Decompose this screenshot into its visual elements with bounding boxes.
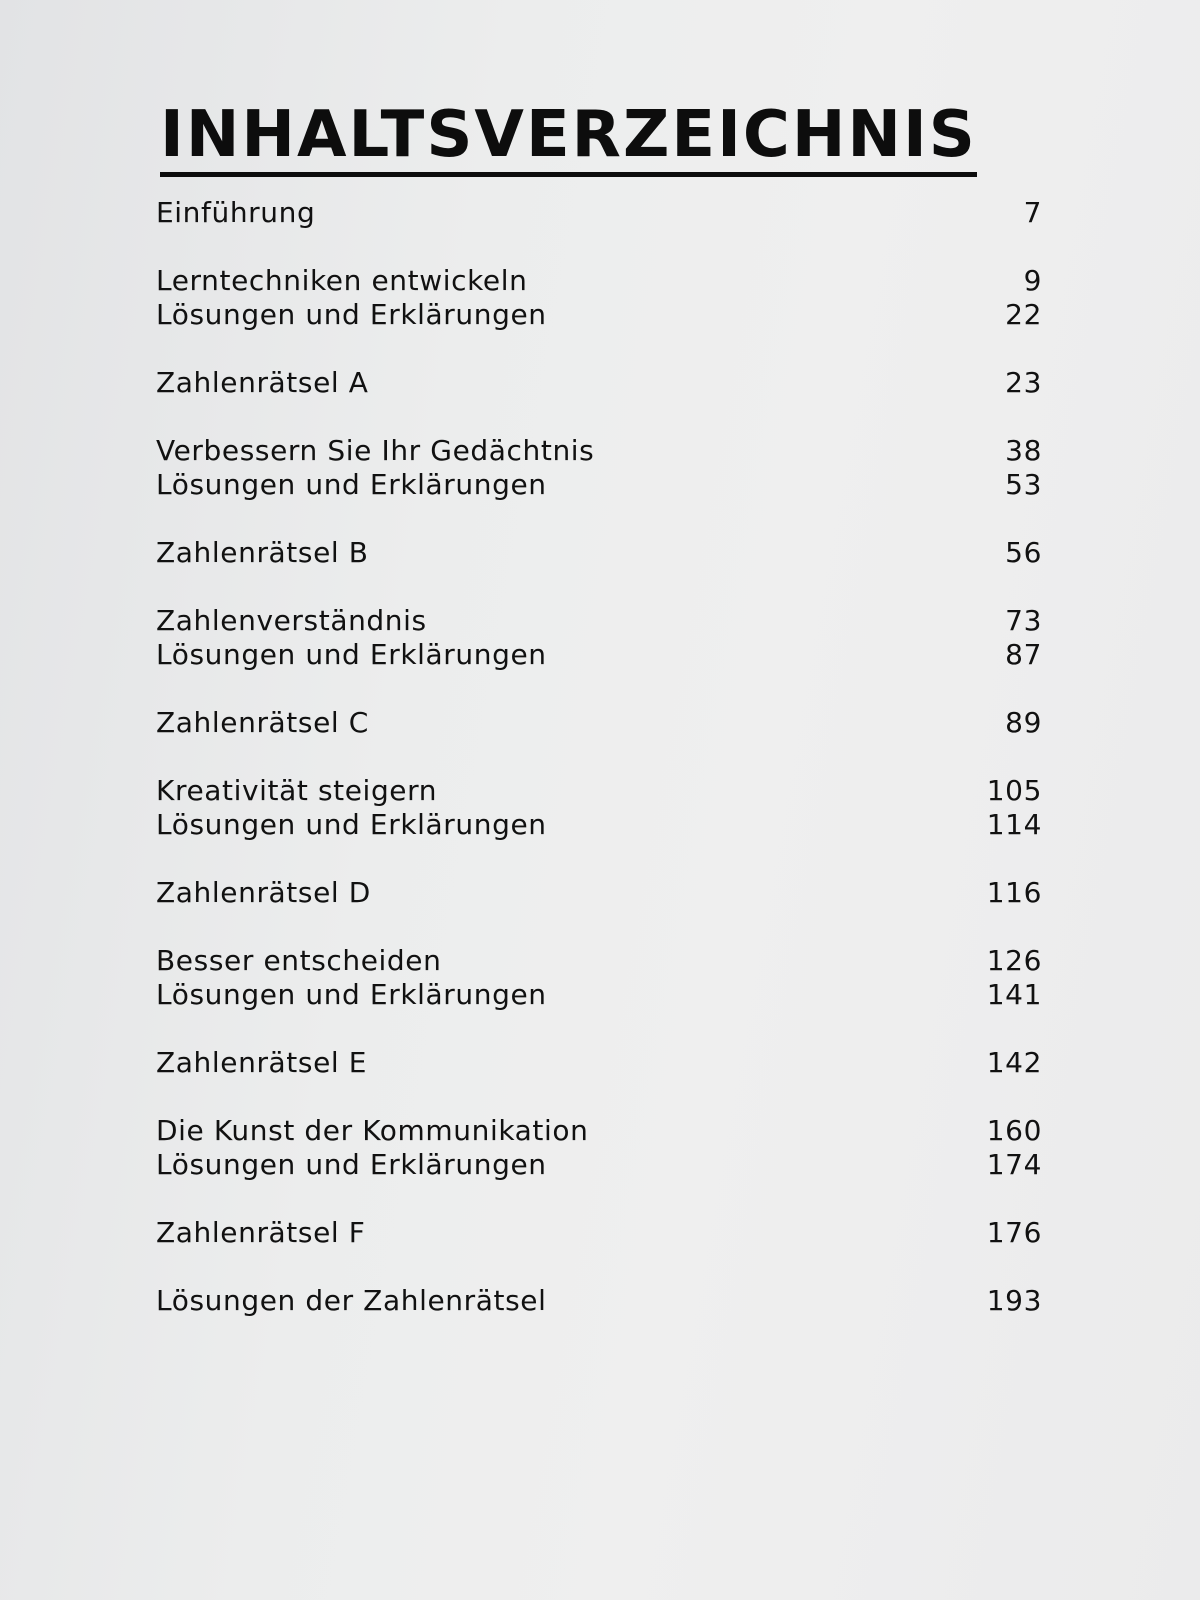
toc-group: [156, 1216, 1042, 1250]
toc-group: [156, 774, 1042, 842]
toc-entry: [156, 264, 1042, 298]
toc-entry-page-number: 126: [986, 944, 1042, 977]
toc-group: [156, 434, 1042, 502]
toc-entry-page-number: 160: [986, 1114, 1042, 1147]
toc-entry: [156, 876, 1042, 910]
toc-entry-page-number: 23: [1005, 366, 1042, 399]
toc-group: [156, 1114, 1042, 1182]
toc-entry: [156, 774, 1042, 808]
toc-entry-title: Lerntechniken entwickeln: [156, 264, 528, 297]
toc-group: [156, 536, 1042, 570]
toc-entry: [156, 434, 1042, 468]
toc-entry: [156, 1148, 1042, 1182]
toc-entry: [156, 978, 1042, 1012]
toc-entry-title: Lösungen und Erklärungen: [156, 468, 547, 501]
toc-entry-page-number: 9: [1023, 264, 1042, 297]
toc-entry-title: Zahlenrätsel A: [156, 366, 369, 399]
toc-entry: [156, 1284, 1042, 1318]
table-of-contents: [156, 196, 1042, 1352]
toc-entry-page-number: 176: [986, 1216, 1042, 1249]
toc-group: [156, 366, 1042, 400]
toc-entry-title: Lösungen der Zahlenrätsel: [156, 1284, 547, 1317]
toc-entry-page-number: 116: [986, 876, 1042, 909]
toc-entry: [156, 468, 1042, 502]
toc-entry-title: Lösungen und Erklärungen: [156, 978, 547, 1011]
toc-entry-title: Zahlenrätsel D: [156, 876, 371, 909]
toc-group: [156, 1284, 1042, 1318]
toc-entry-title: Lösungen und Erklärungen: [156, 1148, 547, 1181]
toc-entry-title: Lösungen und Erklärungen: [156, 638, 547, 671]
toc-entry-page-number: 105: [986, 774, 1042, 807]
toc-entry: [156, 1046, 1042, 1080]
toc-group: [156, 944, 1042, 1012]
toc-entry-page-number: 193: [986, 1284, 1042, 1317]
toc-entry: [156, 808, 1042, 842]
toc-entry: [156, 536, 1042, 570]
toc-entry-page-number: 56: [1005, 536, 1042, 569]
toc-entry-title: Zahlenrätsel C: [156, 706, 369, 739]
toc-entry-page-number: 73: [1005, 604, 1042, 637]
toc-entry: [156, 366, 1042, 400]
toc-group: [156, 604, 1042, 672]
toc-entry-page-number: 53: [1005, 468, 1042, 501]
toc-group: [156, 196, 1042, 230]
toc-entry-title: Zahlenverständnis: [156, 604, 427, 637]
toc-entry: [156, 298, 1042, 332]
page-title: INHALTSVERZEICHNIS: [160, 100, 977, 177]
toc-entry-title: Verbessern Sie Ihr Gedächtnis: [156, 434, 595, 467]
toc-entry-page-number: 174: [986, 1148, 1042, 1181]
toc-entry: [156, 1114, 1042, 1148]
toc-entry-title: Die Kunst der Kommunikation: [156, 1114, 589, 1147]
toc-entry-title: Lösungen und Erklärungen: [156, 808, 547, 841]
toc-entry-page-number: 114: [986, 808, 1042, 841]
toc-entry-page-number: 22: [1005, 298, 1042, 331]
toc-entry: [156, 638, 1042, 672]
toc-entry-page-number: 87: [1005, 638, 1042, 671]
toc-entry-page-number: 89: [1005, 706, 1042, 739]
toc-entry-page-number: 142: [986, 1046, 1042, 1079]
toc-entry: [156, 604, 1042, 638]
toc-entry-title: Besser entscheiden: [156, 944, 442, 977]
toc-entry-title: Zahlenrätsel F: [156, 1216, 366, 1249]
toc-entry-page-number: 7: [1023, 196, 1042, 229]
toc-entry-page-number: 141: [986, 978, 1042, 1011]
toc-group: [156, 264, 1042, 332]
toc-entry: [156, 944, 1042, 978]
toc-group: [156, 1046, 1042, 1080]
toc-entry-title: Einführung: [156, 196, 316, 229]
toc-entry-title: Kreativität steigern: [156, 774, 438, 807]
toc-entry-page-number: 38: [1005, 434, 1042, 467]
toc-entry-title: Lösungen und Erklärungen: [156, 298, 547, 331]
toc-entry: [156, 1216, 1042, 1250]
toc-entry: [156, 706, 1042, 740]
toc-group: [156, 706, 1042, 740]
toc-entry: [156, 196, 1042, 230]
toc-entry-title: Zahlenrätsel B: [156, 536, 369, 569]
toc-group: [156, 876, 1042, 910]
toc-entry-title: Zahlenrätsel E: [156, 1046, 368, 1079]
